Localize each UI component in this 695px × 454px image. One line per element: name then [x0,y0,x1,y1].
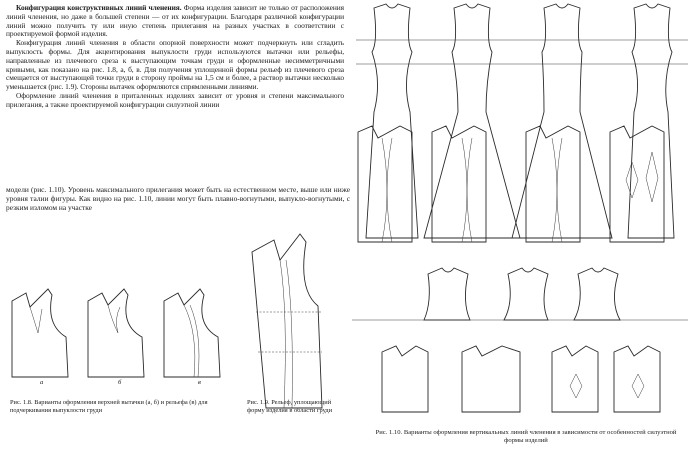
fig-1-9-caption: Рис. 1.9. Рельеф, уплощающий форму изделия в области груди [247,399,333,414]
bodice-b [88,289,144,377]
paragraph-3-body: Оформление линий членения в приталенных изделиях зависит от уровня и степени максимального прилегания, а также проектируемой конфигурации силуэтной линии [6,90,344,109]
paragraph-3 [6,92,344,110]
paragraph-1-lead: Конфигурация конструктивных линий членения. [16,3,182,12]
fig-1-8-label-a: а [40,379,44,386]
paragraph-1-body: Форма изделия зависит не только от расположения линий членения, но даже в большей степени — от их конфигурации. Благодаря различной конфигурации линий можно получить ту или иную степень прилегания на разных участках в соответствии с проектируемой формой изделия. [6,3,344,39]
fig-1-10-caption: Рис. 1.10. Варианты оформления вертикальных линий членения в зависимости от особенностей силуэтной формы изделий [375,429,677,444]
dress-row [356,4,688,238]
pattern-row [358,126,664,242]
paragraph-4: модели (рис. 1.10). Уровень максимального прилегания может быть на естественном месте, выше или ниже уровня талии фигуры. Как видно на рис. 1.10, линии могут быть плавно-вогнутыми, выпукло-вогнутыми, с резким изломом на участке [6,185,350,212]
bodice-a [12,289,68,377]
text-column [6,4,344,110]
fig-1-8-caption: Рис. 1.8. Варианты оформления верхней вытачки (а, б) и рельефа (в) для подчеркивания выпуклости груди [10,399,208,414]
figure-1-9-drawing [248,232,338,412]
paragraph-2-body: Конфигурация линий членения в области опорной поверхности может подчеркнуть или сгладить выпуклость формы. Для акцентирования выпуклости груди используются вытачки или рельефы, направленные из плечевого среза к выступающим точкам груди и оформленные несимметричными кривыми, как показано на рис. 1.8, а, б, в. Для получения уплощенной формы рельеф из плечевого среза смещается от выступающей точки груди в сторону проймы на 1,5 см и более, а раствор вытачки несколько уменьшается (рис. 1.9). Стороны вытачек оформляются спрямленными линиями. [6,38,344,92]
figure-1-10 [352,2,690,424]
figure-1-8-drawing [8,285,230,381]
figure-1-10-drawing [352,2,690,424]
bodice-row [352,268,688,320]
fig-1-8-label-c: в [198,379,201,386]
bodice-c [164,289,220,377]
small-pattern-row [382,346,660,412]
paragraph-2 [6,39,344,92]
figure-1-8 [8,285,230,381]
fig-1-8-label-b: б [118,379,122,386]
figure-1-9 [248,232,338,412]
paragraph-1 [6,4,344,39]
